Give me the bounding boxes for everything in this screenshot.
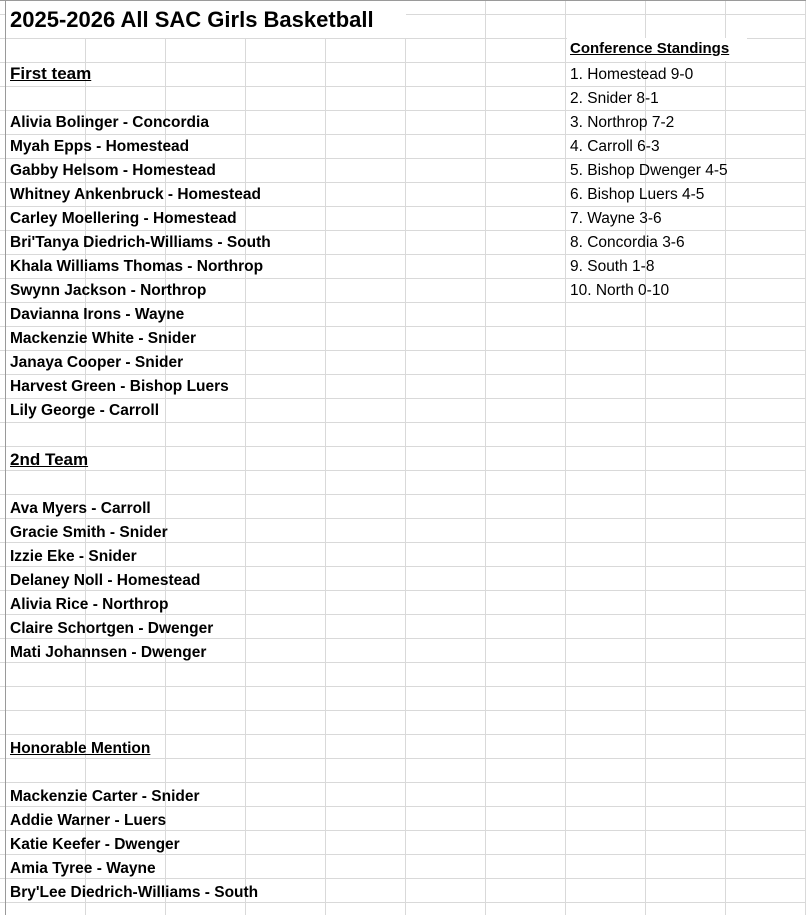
standings-heading[interactable]: Conference Standings: [570, 40, 730, 57]
standings-row[interactable]: 9. South 1-8: [570, 258, 655, 275]
standings-row[interactable]: 6. Bishop Luers 4-5: [570, 186, 705, 203]
standings-row[interactable]: 4. Carroll 6-3: [570, 138, 660, 155]
second-team-player[interactable]: Mati Johannsen - Dwenger: [10, 644, 207, 661]
second-team-player[interactable]: Delaney Noll - Homestead: [10, 572, 201, 589]
first-team-player[interactable]: Myah Epps - Homestead: [10, 138, 190, 155]
first-team-player[interactable]: Davianna Irons - Wayne: [10, 306, 185, 323]
first-team-player[interactable]: Janaya Cooper - Snider: [10, 354, 184, 371]
first-team-player[interactable]: Lily George - Carroll: [10, 402, 160, 419]
second-team-player[interactable]: Alivia Rice - Northrop: [10, 596, 169, 613]
second-team-player[interactable]: Claire Schortgen - Dwenger: [10, 620, 214, 637]
second-team-heading[interactable]: 2nd Team: [10, 450, 89, 469]
grid-left-border: [5, 0, 6, 915]
first-team-player[interactable]: Bri'Tanya Diedrich-Williams - South: [10, 234, 271, 251]
first-team-player[interactable]: Mackenzie White - Snider: [10, 330, 197, 347]
first-team-heading[interactable]: First team: [10, 64, 92, 83]
first-team-player[interactable]: Gabby Helsom - Homestead: [10, 162, 216, 179]
standings-row[interactable]: 2. Snider 8-1: [570, 90, 659, 107]
honorable-mention-player[interactable]: Mackenzie Carter - Snider: [10, 788, 200, 805]
page-title[interactable]: 2025-2026 All SAC Girls Basketball: [10, 7, 374, 32]
first-team-player[interactable]: Carley Moellering - Homestead: [10, 210, 237, 227]
honorable-mention-heading[interactable]: Honorable Mention: [10, 740, 151, 757]
standings-row[interactable]: 7. Wayne 3-6: [570, 210, 662, 227]
first-team-player[interactable]: Khala Williams Thomas - Northrop: [10, 258, 264, 275]
second-team-player[interactable]: Gracie Smith - Snider: [10, 524, 168, 541]
first-team-player[interactable]: Whitney Ankenbruck - Homestead: [10, 186, 261, 203]
standings-row[interactable]: 5. Bishop Dwenger 4-5: [570, 162, 728, 179]
second-team-player[interactable]: Izzie Eke - Snider: [10, 548, 137, 565]
first-team-player[interactable]: Swynn Jackson - Northrop: [10, 282, 207, 299]
honorable-mention-player[interactable]: Katie Keefer - Dwenger: [10, 836, 180, 853]
first-team-player[interactable]: Harvest Green - Bishop Luers: [10, 378, 229, 395]
standings-row[interactable]: 8. Concordia 3-6: [570, 234, 685, 251]
standings-row[interactable]: 1. Homestead 9-0: [570, 66, 694, 83]
honorable-mention-player[interactable]: Addie Warner - Luers: [10, 812, 167, 829]
honorable-mention-player[interactable]: Amia Tyree - Wayne: [10, 860, 156, 877]
standings-row[interactable]: 10. North 0-10: [570, 282, 670, 299]
second-team-player[interactable]: Ava Myers - Carroll: [10, 500, 151, 517]
first-team-player[interactable]: Alivia Bolinger - Concordia: [10, 114, 209, 131]
standings-row[interactable]: 3. Northrop 7-2: [570, 114, 675, 131]
honorable-mention-player[interactable]: Bry'Lee Diedrich-Williams - South: [10, 884, 259, 901]
